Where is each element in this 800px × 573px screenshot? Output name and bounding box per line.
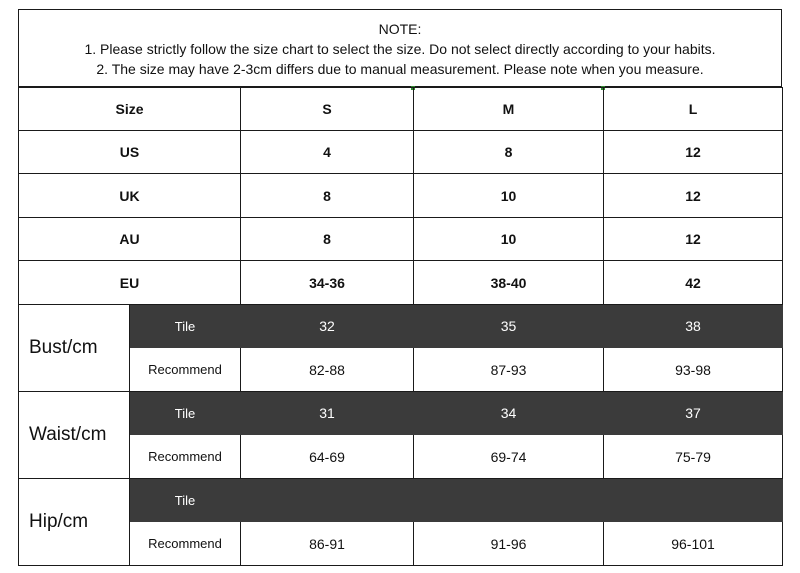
recommend-value: 86-91 (241, 522, 414, 566)
region-value: 42 (604, 261, 783, 305)
table-row-uk (19, 174, 783, 218)
region-label: EU (19, 261, 241, 305)
table-row-bust-recommend (19, 348, 783, 392)
table-row-hip-tile (19, 479, 783, 522)
recommend-value: 64-69 (241, 435, 414, 479)
bust-label: Bust/cm (19, 305, 130, 392)
tile-value: 37 (604, 392, 783, 435)
recommend-value: 82-88 (241, 348, 414, 392)
recommend-label: Recommend (130, 522, 241, 566)
recommend-value: 96-101 (604, 522, 783, 566)
recommend-label: Recommend (130, 348, 241, 392)
note-box (18, 9, 782, 87)
size-header-l: L (604, 88, 783, 131)
region-value: 8 (241, 174, 414, 218)
tile-value (414, 479, 604, 522)
size-header-s: S (241, 88, 414, 131)
recommend-value: 93-98 (604, 348, 783, 392)
region-value: 8 (241, 218, 414, 261)
region-value: 8 (414, 131, 604, 174)
region-label: AU (19, 218, 241, 261)
table-row-waist-recommend (19, 435, 783, 479)
table-row-au (19, 218, 783, 261)
size-chart-table (18, 87, 783, 566)
recommend-value: 75-79 (604, 435, 783, 479)
recommend-label: Recommend (130, 435, 241, 479)
table-row-eu (19, 261, 783, 305)
tile-value: 31 (241, 392, 414, 435)
region-value: 4 (241, 131, 414, 174)
recommend-value: 69-74 (414, 435, 604, 479)
recommend-value: 91-96 (414, 522, 604, 566)
recommend-value: 87-93 (414, 348, 604, 392)
hip-label: Hip/cm (19, 479, 130, 566)
note-line-2: 2. The size may have 2-3cm differs due to manual measurement. Please note when you measure. (96, 61, 704, 77)
tile-value (241, 479, 414, 522)
tile-label: Tile (130, 305, 241, 348)
region-value: 38-40 (414, 261, 604, 305)
tile-value: 34 (414, 392, 604, 435)
table-row-header (19, 88, 783, 131)
tile-value: 38 (604, 305, 783, 348)
table-row-us (19, 131, 783, 174)
region-value: 12 (604, 131, 783, 174)
region-label: US (19, 131, 241, 174)
region-value: 12 (604, 174, 783, 218)
size-header-m: M (414, 88, 604, 131)
region-value: 12 (604, 218, 783, 261)
table-row-waist-tile (19, 392, 783, 435)
region-value: 34-36 (241, 261, 414, 305)
size-header-label: Size (19, 88, 241, 131)
table-row-hip-recommend (19, 522, 783, 566)
note-line-1: 1. Please strictly follow the size chart to select the size. Do not select directly according to your habits. (84, 41, 716, 57)
note-title: NOTE: (378, 21, 422, 37)
tile-value (604, 479, 783, 522)
tile-value: 35 (414, 305, 604, 348)
tile-value: 32 (241, 305, 414, 348)
region-value: 10 (414, 218, 604, 261)
tile-label: Tile (130, 479, 241, 522)
table-row-bust-tile (19, 305, 783, 348)
region-value: 10 (414, 174, 604, 218)
tile-label: Tile (130, 392, 241, 435)
region-label: UK (19, 174, 241, 218)
waist-label: Waist/cm (19, 392, 130, 479)
